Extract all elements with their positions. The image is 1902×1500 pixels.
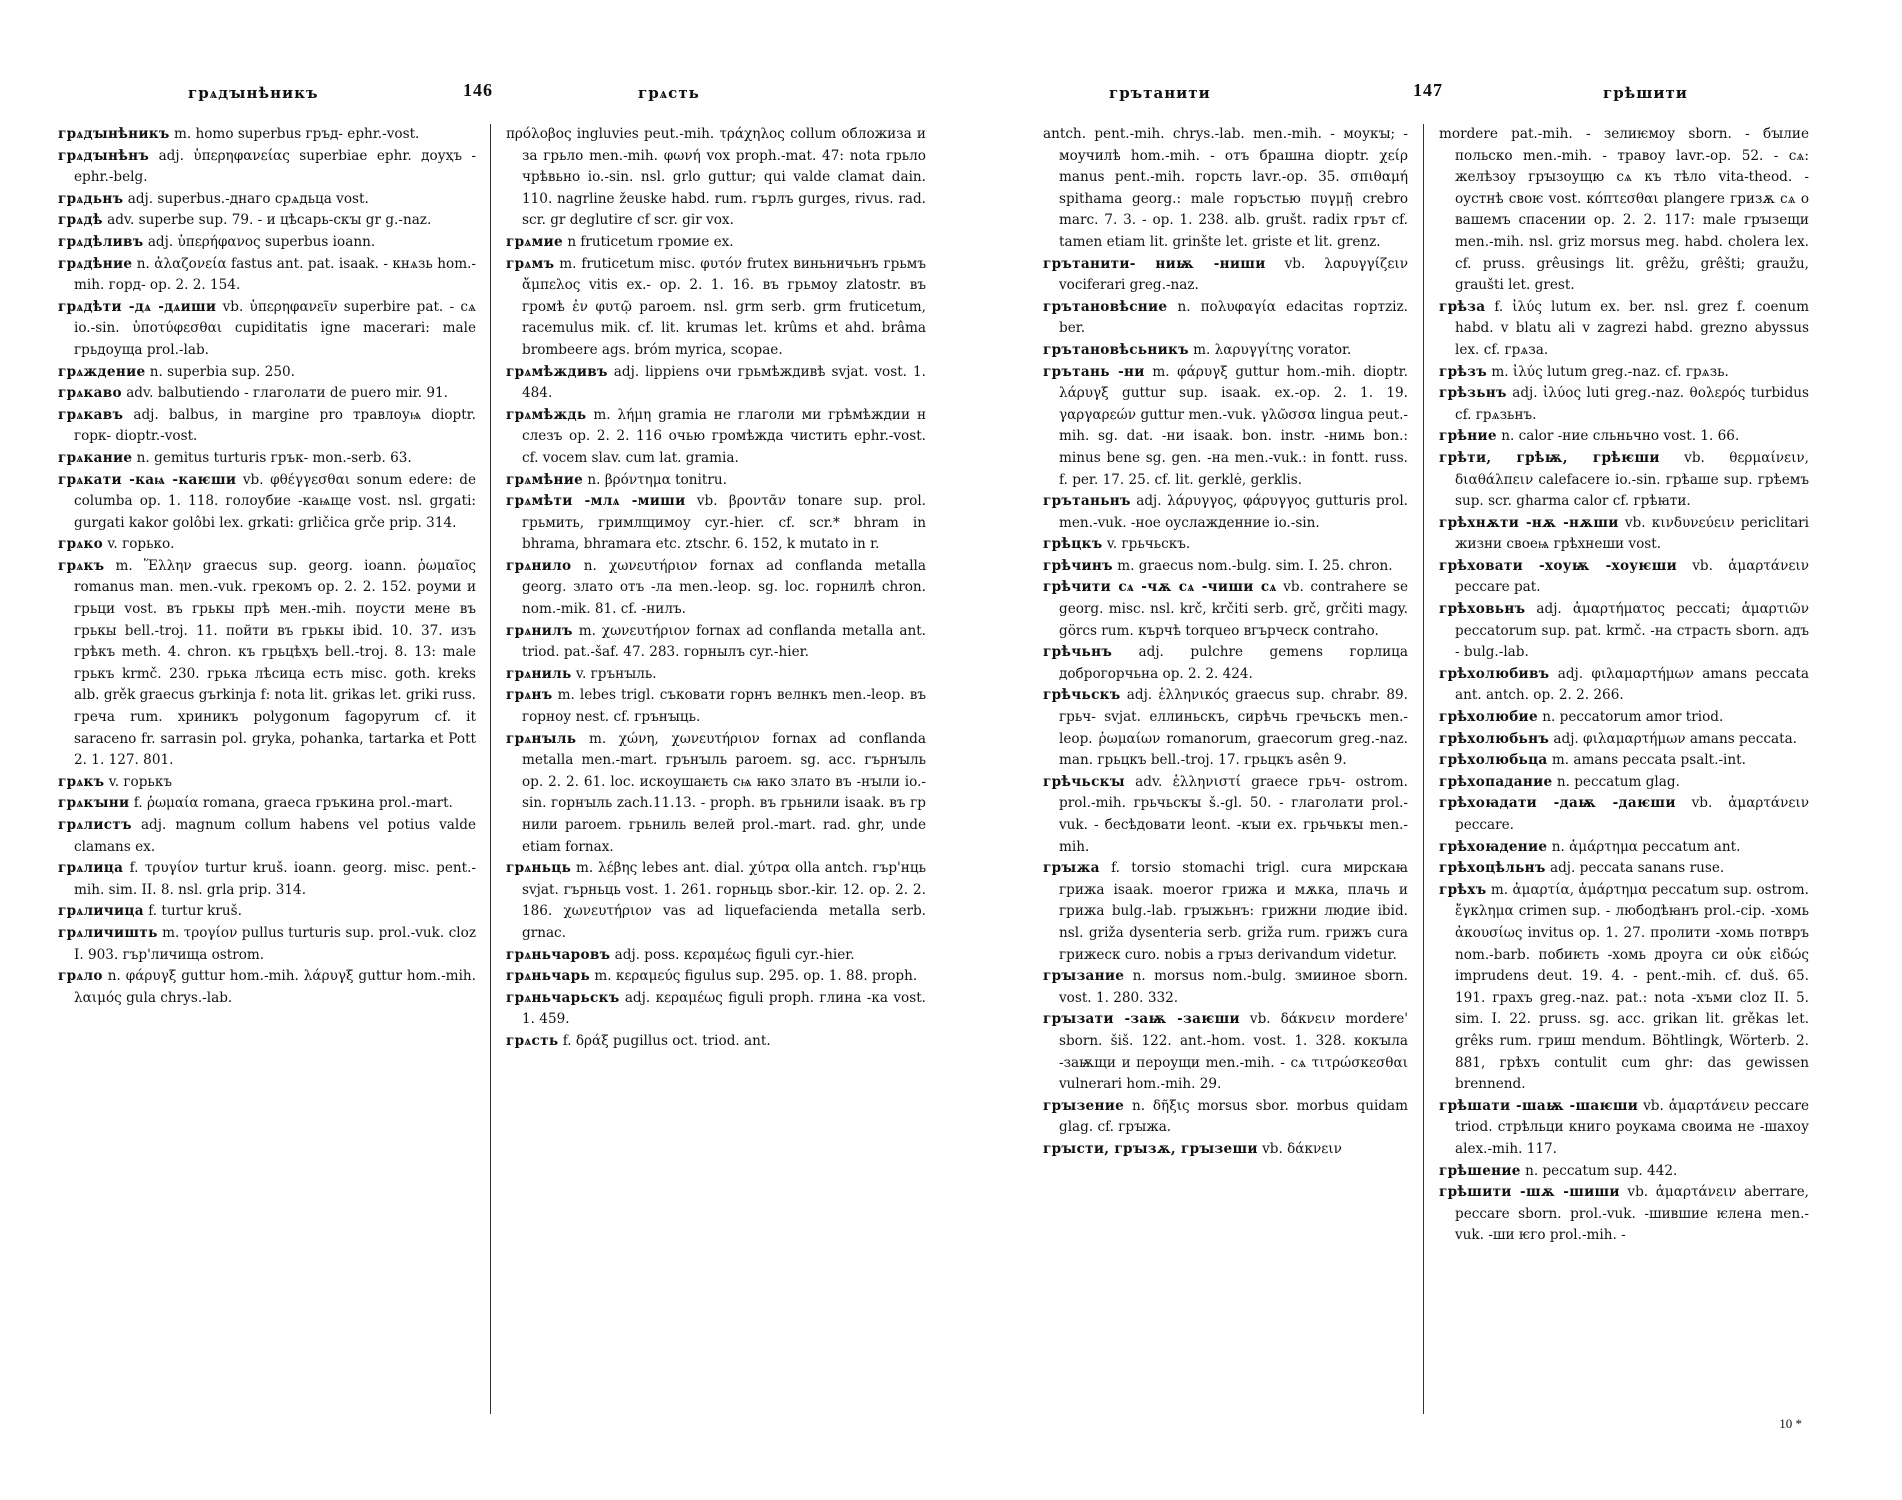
dictionary-entry bbox=[58, 966, 476, 1009]
dictionary-entry bbox=[58, 362, 476, 384]
entry-headword: грѧло bbox=[58, 968, 103, 985]
entry-headword: грꙑзение bbox=[1043, 1097, 1125, 1114]
entry-headword: грѣчити сѧ -чѫ сѧ -чиши сѧ bbox=[1043, 579, 1277, 596]
entry-headword: грътановѣсние bbox=[1043, 298, 1168, 315]
right-page-column-1 bbox=[1043, 124, 1408, 1478]
entry-definition: vb. δάκνειν mordere' sborn. šiš. 122. ant.-hom. vost. 1. 328. кокꙑла -заѭщи и пероущи men.-mih. - сѧ τιτρώσκεσθαι vulnerari hom.-mih. 29. bbox=[1059, 1011, 1408, 1093]
dictionary-entry bbox=[506, 729, 926, 859]
entry-definition: n. πολυφαγία edacitas гортziz. ber. bbox=[1059, 298, 1408, 337]
entry-definition: m. λέβης lebes ant. dial. χύτρα olla antch. гър'нць svjat. гърньць vost. 1. 261. горньць sbor.-kir. 12. op. 2. 2. 186. χωνευτήριον vas ad liquefacienda metalla serb. grnac. bbox=[522, 860, 926, 941]
entry-headword: грѣчьскꙑ bbox=[1043, 773, 1125, 790]
entry-headword: грѧдѣние bbox=[58, 255, 133, 272]
dictionary-entry bbox=[506, 405, 926, 470]
entry-definition: m. τρογίον pullus turturis sup. prol.-vuk. cloz I. 903. гър'личища ostrom. bbox=[74, 924, 476, 963]
dictionary-entry bbox=[506, 966, 926, 988]
entry-headword: грътаньнъ bbox=[1043, 493, 1131, 510]
dictionary-entry bbox=[506, 470, 926, 492]
dictionary-entry bbox=[58, 534, 476, 556]
entry-definition: n. peccatum sup. 442. bbox=[1525, 1162, 1678, 1179]
entry-definition: n. superbia sup. 250. bbox=[149, 363, 295, 380]
entry-definition: m. ἰλύς lutum greg.-naz. cf. грѧзь. bbox=[1491, 363, 1729, 380]
entry-headword: грѣхолюбивъ bbox=[1439, 665, 1550, 682]
dictionary-entry bbox=[506, 621, 926, 664]
entry-headword: грѧличица bbox=[58, 903, 144, 920]
dictionary-entry bbox=[1043, 297, 1408, 340]
entry-headword: грѣхопадание bbox=[1439, 773, 1553, 790]
dictionary-entry bbox=[58, 254, 476, 297]
dictionary-entry bbox=[58, 772, 476, 794]
dictionary-entry bbox=[1439, 772, 1809, 794]
entry-definition: adj. ἁμαρτήματος peccati; ἁμαρτιῶν peccatorum sup. pat. krmč. -на страсть sborn. адъ - bulg.-lab. bbox=[1455, 601, 1809, 661]
entry-definition: vb. κινδυνεύειν periclitari жизни своеѩ грѣхнеши vost. bbox=[1455, 514, 1809, 553]
entry-definition: adj. superbus.-днаго срѧдьца vost. bbox=[127, 190, 369, 207]
entry-headword: грѧньчарьскъ bbox=[506, 989, 620, 1006]
entry-definition: vb. λαρυγγίζειν vociferari greg.-naz. bbox=[1059, 255, 1408, 294]
entry-definition: adj. balbus, in margine pro травлоуѩ dioptr. горк- dioptr.-vost. bbox=[74, 406, 476, 445]
entry-headword: грѧкꙑни bbox=[58, 795, 130, 812]
dictionary-entry bbox=[1439, 880, 1809, 1096]
dictionary-entry bbox=[506, 491, 926, 556]
entry-definition: v. грънꙑль. bbox=[575, 665, 657, 682]
dictionary-entry bbox=[58, 232, 476, 254]
entry-definition: n. ἁμάρτημα peccatum ant. bbox=[1551, 838, 1741, 855]
entry-definition: antch. pent.-mih. chrys.-lab. men.-mih. - моукꙑ; - моучилѣ hom.-mih. - отъ брашна dioptr. χείρ manus pent.-mih. горсть lavr.-op. 35. σπιθαμή spithama georg.: male горъстью πυγμῇ crebro marc. 7. 3. - op. 1. 238. alb. grušt. radix грът cf. tamen etiam lit. grinšte let. griste et lit. grenz. bbox=[1043, 126, 1408, 250]
entry-definition: f. τρυγίον turtur kruš. ioann. georg. misc. pent.-mih. sim. II. 8. nsl. grla prip. 314. bbox=[74, 860, 476, 898]
entry-definition: n. ἀλαζονεία fastus ant. pat. isaak. - кнѧзь hom.-mih. горд- op. 2. 2. 154. bbox=[74, 255, 476, 294]
dictionary-entry bbox=[1439, 1182, 1809, 1247]
entry-definition: m. κεραμεύς figulus sup. 295. op. 1. 88. proph. bbox=[594, 968, 918, 985]
entry-headword: грътанити- ниѭ -ниши bbox=[1043, 255, 1266, 272]
entry-headword: грѣчьскъ bbox=[1043, 687, 1121, 704]
dictionary-entry bbox=[1439, 858, 1809, 880]
entry-headword: грѧньчаровъ bbox=[506, 946, 611, 963]
dictionary-entry bbox=[1439, 707, 1809, 729]
dictionary-entry bbox=[506, 858, 926, 944]
dictionary-entry bbox=[1439, 297, 1809, 362]
entry-definition: adj. κεραμέως figuli proph. глина -ка vost. 1. 459. bbox=[522, 989, 926, 1028]
left-page-number: 146 bbox=[463, 80, 493, 100]
dictionary-entry bbox=[506, 362, 926, 405]
entry-headword: грѧмѣждь bbox=[506, 406, 587, 423]
entry-definition: vb. βροντᾶν tonare sup. prol. грьмить, гримлщимоу cyr.-hier. cf. scr.* bhram in bhrama, bhramara etc. ztschr. 6. 152, k mutato in r. bbox=[522, 493, 926, 553]
signature-mark: 10 * bbox=[1779, 1416, 1802, 1431]
dictionary-entry bbox=[58, 210, 476, 232]
entry-definition: n. morsus nom.-bulg. змииное sborn. vost. 1. 280. 332. bbox=[1059, 968, 1408, 1006]
entry-definition: vb. ἁμαρτάνειν peccare triod. стрѣльци книго роукама своима не -шахоу alex.-mih. 117. bbox=[1455, 1097, 1809, 1157]
dictionary-entry bbox=[1439, 1096, 1809, 1161]
entry-definition: m. fruticetum misc. φυτόν frutex виньничьнъ грьмъ ἄμπελος vitis ex.- op. 2. 1. 16. въ грьмоу zlatostr. въ громѣ ἐν φυτῷ paroem. nsl. grm serb. grm fruticetum, racemulus mik. cf. lit. krumas let. krûms et ahd. brâma brombeere ags. bróm myrica, scopae. bbox=[522, 255, 926, 358]
dictionary-entry bbox=[58, 923, 476, 966]
dictionary-entry bbox=[506, 232, 926, 254]
entry-headword: грѣза bbox=[1439, 298, 1486, 315]
dictionary-entry bbox=[1043, 685, 1408, 771]
left-page-column-1 bbox=[58, 124, 476, 1478]
entry-definition: v. горькъ bbox=[108, 773, 172, 790]
entry-headword: грꙑсти, грꙑзѫ, грꙑзеши bbox=[1043, 1140, 1258, 1157]
dictionary-entry bbox=[58, 815, 476, 858]
dictionary-entry bbox=[1439, 513, 1809, 556]
entry-definition: adj. pulchre gemens горлица доброгорчьна op. 2. 2. 424. bbox=[1059, 644, 1408, 682]
left-header-last-headword: грѧсть bbox=[638, 84, 700, 102]
entry-headword: грѧкание bbox=[58, 449, 133, 466]
entry-headword: грѣзьнъ bbox=[1439, 385, 1507, 402]
entry-definition: adj. ὑπερήφανος superbus ioann. bbox=[147, 233, 376, 250]
entry-definition: m. ἁμαρτία, ἁμάρτημα peccatum sup. ostrom. ἔγκλημα crimen sup. - любодѣꙗнъ prol.-cip. -хомь ἀκουσίως invitus op. 1. 27. пролити -хомь потвръ nom.-barb. побиѥть -хомь дроуга си οὐκ εἰδώς imprudens deut. 19. 4. - pent.-mih. cf. duš. 65. 191. грахъ greg.-naz. pat.: nota -хъми cloz II. 5. sim. I. 22. pruss. sg. acc. grikan lit. grěkas let. grêks rum. гриш mendum. Böhtlingk, Wörterb. 2. 881, грѣхъ contulit cum ghr: das gewissen brennend. bbox=[1455, 881, 1809, 1093]
entry-headword: грѧдꙑнѣникъ bbox=[58, 126, 170, 142]
dictionary-entry bbox=[58, 383, 476, 405]
entry-headword: грѧдьнъ bbox=[58, 190, 124, 207]
left-page-header bbox=[58, 78, 954, 112]
entry-definition: f. torsio stomachi trigl. cura мирскаꙗ грижа isaak. moeror грижа и мѫка, плачь и грижа bulg.-lab. грꙑжьнъ: грижни людие ibid. nsl. griža dysenteria serb. griža rum. грижъ cura грижеск curo. nobis a грꙑз derivandum videtur. bbox=[1059, 860, 1408, 963]
entry-headword: грѧмѣние bbox=[506, 471, 584, 488]
entry-definition: m. Ἕλλην graecus sup. georg. ioann. ῥωμαῖος romanus man. men.-vuk. грекомъ op. 2. 2. 152. роуми и грьци vost. въ грькы прѣ мен.-mih. поусти мене въ грькы bell.-troj. 11. пойти въ грькы ibid. 10. 37. изъ грѣкъ meth. 4. chron. къ грьцѣҳъ bell.-troj. 8. 13: male грькъ krmč. 230. грька лѣсица есть misc. goth. kreks alb. grěk graecus gъrkinja f: nota lit. grikas let. griki russ. греча rum. хриникъ polygonum fagopyrum cf. it saraceno fr. sarrasin pol. gryka, pohanka, tartarka et Pott 2. 1. 127. 801. bbox=[74, 557, 476, 769]
left-page bbox=[58, 78, 954, 1478]
entry-definition: vb. ὑπερηφανεῖν superbire pat. - сѧ io.-sin. ὑποτύφεσθαι cupiditatis igne macerari: male грьдоуща prol.-lab. bbox=[74, 298, 476, 358]
entry-headword: грѣхнѫти -нѫ -нѫши bbox=[1439, 514, 1619, 531]
entry-headword: грѧкаво bbox=[58, 385, 122, 402]
entry-headword: грътановѣсьникъ bbox=[1043, 341, 1189, 358]
dictionary-entry bbox=[1439, 1161, 1809, 1183]
entry-headword: грѣхъ bbox=[1439, 881, 1487, 898]
entry-definition: f. ἰλύς lutum ex. ber. nsl. grez f. coenum habd. v blatu ali v zagrezi habd. grezno abyssus lex. cf. грѧза. bbox=[1455, 298, 1809, 358]
dictionary-entry bbox=[1043, 534, 1408, 556]
dictionary-entry bbox=[1043, 491, 1408, 534]
entry-definition: vb. δάκνειν bbox=[1262, 1140, 1342, 1157]
entry-definition: adj. ἑλληνικός graecus sup. chrabr. 89. грьч- svjat. еллиньскъ, сирѣчь гречьскъ men.-leop. ῥωμαίων romanorum, graecorum greg.-naz. man. грьцкъ bell.-troj. 17. грьцкъ asên 9. bbox=[1059, 687, 1408, 769]
dictionary-entry bbox=[1439, 362, 1809, 384]
entry-definition: f. turtur kruš. bbox=[148, 903, 242, 920]
dictionary-entry bbox=[1439, 426, 1809, 448]
entry-headword: грѧдѣти -дѧ -дѧиши bbox=[58, 298, 217, 315]
entry-definition: v. горько. bbox=[107, 536, 175, 553]
entry-definition: m. λαρυγγίτης vorator. bbox=[1193, 341, 1352, 358]
right-header-last-headword: грѣшити bbox=[1603, 84, 1688, 102]
entry-definition: m. λήμη gramia не глаголи ми грѣмѣждии н слезъ op. 2. 2. 116 очью громѣжда чистить ephr.-vost. cf. vocem slav. cum lat. gramia. bbox=[522, 406, 926, 466]
entry-headword: грѣхоꙗдение bbox=[1439, 838, 1548, 855]
left-header-headword: грѧдꙑнѣникъ bbox=[188, 84, 319, 102]
entry-headword: грѣхоꙗдати -даѭ -даѥши bbox=[1439, 795, 1676, 812]
dictionary-entry bbox=[1043, 577, 1408, 642]
entry-headword: грѧдѣ bbox=[58, 212, 103, 229]
entry-headword: грꙑзати -заѭ -заѥши bbox=[1043, 1011, 1240, 1028]
dictionary-entry bbox=[1043, 772, 1408, 858]
entry-definition: v. грьчьскъ. bbox=[1106, 536, 1191, 553]
entry-definition: m. homo superbus гръд- ephr.-vost. bbox=[173, 126, 420, 142]
left-page-column-2 bbox=[506, 124, 926, 1478]
dictionary-entry bbox=[1439, 793, 1809, 836]
entry-headword: грѧлица bbox=[58, 860, 124, 877]
entry-definition: adj. φιλαμαρτήμων amans peccata. bbox=[1553, 730, 1797, 747]
dictionary-entry bbox=[58, 146, 476, 189]
entry-definition: n. peccatum glag. bbox=[1556, 773, 1680, 790]
right-page bbox=[1043, 78, 1843, 1478]
dictionary-entry bbox=[1043, 556, 1408, 578]
entry-headword: грѣшение bbox=[1439, 1162, 1521, 1179]
entry-headword: грѧко bbox=[58, 536, 104, 553]
dictionary-entry bbox=[58, 405, 476, 448]
entry-definition: m. χωνευτήριον fornax ad conflanda metalla ant. triod. pat.-šaf. 47. 283. горнылъ cyr.-hier. bbox=[522, 622, 926, 661]
entry-headword: грѣхоцѣльнъ bbox=[1439, 860, 1546, 877]
entry-definition: adj. magnum collum habens vel potius valde clamans ex. bbox=[74, 817, 476, 855]
entry-headword: грѧмъ bbox=[506, 255, 555, 272]
entry-definition: m. φάρυγξ guttur hom.-mih. dioptr. λάρυγξ guttur sup. isaak. ex.-op. 2. 1. 19. γαργαρεών guttur men.-vuk. γλῶσσα lingua peut.-mih. sg. dat. -ни isaak. bon. instr. -нимь bon.: minus bene sg. gen. -на men.-vuk.: in fontt. russ. f. per. 17. 25. cf. lit. gerklė, gerklis. bbox=[1059, 363, 1408, 488]
entry-headword: грътань -ни bbox=[1043, 363, 1145, 380]
entry-definition: m. amans peccata psalt.-int. bbox=[1551, 752, 1746, 769]
entry-headword: грѧличишть bbox=[58, 924, 158, 941]
entry-headword: грѧкати -каѩ -каѥши bbox=[58, 471, 237, 488]
entry-headword: грѧкъ bbox=[58, 557, 105, 574]
entry-headword: грѧкъ bbox=[58, 773, 105, 790]
dictionary-entry bbox=[58, 124, 476, 146]
entry-definition: adv. superbe sup. 79. - и цѣсарь-скꙑ gr g.-naz. bbox=[107, 212, 432, 229]
entry-definition: vb. θερμαίνειν, διαθάλπειν calefacere io.-sin. грѣаше sup. грѣемъ sup. scr. gharma calor cf. грѣꙗти. bbox=[1455, 449, 1809, 510]
entry-definition: n. χωνευτήριον fornax ad conflanda metalla georg. злато отъ -ла men.-leop. sg. loc. горнилѣ chron. nom.-mik. 81. cf. -нилъ. bbox=[522, 557, 926, 618]
right-page-column-2 bbox=[1439, 124, 1809, 1478]
entry-headword: грѣцкъ bbox=[1043, 536, 1103, 553]
dictionary-entry bbox=[506, 556, 926, 621]
entry-definition: m. graecus nom.-bulg. sim. I. 25. chron. bbox=[1117, 557, 1393, 574]
dictionary-entry bbox=[1043, 1096, 1408, 1139]
entry-headword: грѣховьнъ bbox=[1439, 601, 1526, 618]
dictionary-entry bbox=[506, 124, 926, 232]
dictionary-entry bbox=[1439, 448, 1809, 513]
entry-headword: грꙑжа bbox=[1043, 860, 1100, 877]
entry-headword: грѧньць bbox=[506, 860, 572, 877]
entry-headword: грѧнилъ bbox=[506, 622, 573, 639]
entry-headword: грѧнило bbox=[506, 557, 572, 574]
entry-definition: vb. φθέγγεσθαι sonum edere: de columba op. 1. 118. голоубие -каѩще vost. nsl. grgati: gurgati kakor golôbi lex. grkati: grličica grče prip. 314. bbox=[74, 471, 476, 531]
entry-headword: грѧдѣливъ bbox=[58, 233, 144, 250]
entry-headword: грѣховати -хоуѭ -хоуѥши bbox=[1439, 557, 1677, 574]
entry-definition: mordere pat.-mih. - зелиѥмоу sborn. - бꙑлие польско men.-mih. - травоу lavr.-op. 52. - сѧ: желѣзоу грꙑзоущю сѧ къ тѣло vita-theod. - оустнѣ своѥ vost. κόπτεσθαι plangere гризѫ сѧ о вашемъ спасении op. 2. 2. 117: male грꙑзещи men.-mih. nsl. griz morsus meg. habd. cholera lex. cf. pruss. grêusings lit. grêžu, grêšti; graužu, graušti let. grest. bbox=[1439, 126, 1809, 294]
dictionary-entry bbox=[58, 470, 476, 535]
entry-definition: adj. peccata sanans ruse. bbox=[1549, 860, 1725, 877]
entry-headword: грѧмѣти -млѧ -миши bbox=[506, 493, 686, 510]
entry-definition: vb. ἁμαρτάνειν aberrare, peccare sborn. prol.-vuk. -шившие ѥлена men.-vuk. -ши ѥго prol.-mih. - bbox=[1455, 1184, 1809, 1244]
entry-definition: vb. ἁμαρτάνειν peccare. bbox=[1455, 795, 1809, 833]
entry-definition: adj. λάρυγγος, φάρυγγος gutturis prol. men.-vuk. -ное оуслажденние io.-sin. bbox=[1059, 493, 1408, 531]
dictionary-entry bbox=[58, 858, 476, 901]
dictionary-entry bbox=[1043, 966, 1408, 1009]
entry-headword: грѧнъ bbox=[506, 687, 553, 704]
dictionary-entry bbox=[506, 664, 926, 686]
entry-headword: грѣние bbox=[1439, 428, 1497, 445]
entry-definition: n. peccatorum amor triod. bbox=[1542, 709, 1724, 726]
entry-definition: f. ῥωμαία romana, graeca гръкина prol.-mart. bbox=[133, 795, 453, 812]
dictionary-entry bbox=[1439, 383, 1809, 426]
entry-definition: n. βρόντημα tonitru. bbox=[587, 471, 727, 488]
entry-definition: adj. ὑπερηφανείας superbiae ephr. доуҳъ - ephr.-belg. bbox=[74, 147, 476, 186]
right-page-number: 147 bbox=[1413, 80, 1443, 100]
dictionary-entry bbox=[58, 448, 476, 470]
dictionary-entry bbox=[1043, 1139, 1408, 1161]
entry-headword: грѧлистъ bbox=[58, 817, 132, 833]
entry-headword: грѣти, грѣѭ, грѣѥши bbox=[1439, 449, 1660, 466]
dictionary-entry bbox=[1439, 750, 1809, 772]
entry-headword: грѧкавъ bbox=[58, 406, 124, 423]
entry-definition: adj. poss. κεραμέως figuli cyr.-hier. bbox=[614, 946, 855, 963]
entry-headword: грꙑзание bbox=[1043, 968, 1125, 985]
entry-headword: грѣшити -шѫ -шиши bbox=[1439, 1184, 1620, 1201]
entry-headword: грѧждение bbox=[58, 363, 146, 380]
entry-definition: n fruticetum громие ex. bbox=[567, 233, 734, 250]
entry-definition: adj. lippiens очи грьмѣждивѣ svjat. vost. 1. 484. bbox=[522, 363, 926, 402]
dictionary-entry bbox=[506, 254, 926, 362]
entry-definition: adv. ἑλληνιστί graece грьч- ostrom. prol.-mih. грьчьскꙑ š.-gl. 50. - глаголати prol.-vuk. - бесѣдовати leont. -кꙑи ex. грьчькꙑ men.-mih. bbox=[1059, 773, 1408, 855]
dictionary-entry bbox=[1043, 642, 1408, 685]
dictionary-entry bbox=[58, 793, 476, 815]
entry-headword: грѧниль bbox=[506, 665, 572, 682]
dictionary-entry bbox=[1043, 1009, 1408, 1095]
entry-definition: n. gemitus turturis грък- mon.-serb. 63. bbox=[136, 449, 412, 466]
entry-headword: грѣхолюбьца bbox=[1439, 752, 1548, 769]
dictionary-entry bbox=[1043, 362, 1408, 492]
dictionary-entry bbox=[506, 988, 926, 1031]
right-header-headword: грътанити bbox=[1109, 84, 1211, 102]
dictionary-entry bbox=[1439, 837, 1809, 859]
entry-headword: грѧнꙑль bbox=[506, 730, 577, 747]
dictionary-entry bbox=[1043, 858, 1408, 966]
dictionary-entry bbox=[1043, 124, 1408, 254]
entry-definition: m. χώνη, χωνευτήριον fornax ad conflanda metalla men.-mart. грънꙑль paroem. sg. acc. гърнꙑль op. 2. 2. 61. loc. искоушаѥть сѩ ꙗко злато въ -нꙑли io.-sin. горнꙑль zach.11.13. - proph. въ грьнили isaak. въ гр нили paroem. грьниль велей prol.-mart. rad. ghr, unde etiam fornax. bbox=[522, 730, 926, 855]
dictionary-entry bbox=[58, 189, 476, 211]
dictionary-entry bbox=[58, 556, 476, 772]
entry-headword: грѧдꙑнѣнъ bbox=[58, 147, 150, 164]
entry-headword: грѣхолюбие bbox=[1439, 709, 1538, 726]
dictionary-entry bbox=[1439, 729, 1809, 751]
entry-definition: πρόλοβος ingluvies peut.-mih. τράχηλος collum обложиза и за грьло men.-mih. φωνή vox proph.-mat. 47: nota грьло чрѣвьно io.-sin. nsl. grlo guttur; qui valde clamat dain. 110. nagrline žeuske habd. rum. гърлъ gurges, rivus. rad. scr. gr deglutire cf scr. gir vox. bbox=[506, 126, 926, 229]
entry-definition: n. δῆξις morsus sbor. morbus quidam glag. cf. грꙑжа. bbox=[1059, 1097, 1408, 1136]
entry-definition: n. φάρυγξ guttur hom.-mih. λάρυγξ guttur hom.-mih. λαιμός gula chrys.-lab. bbox=[74, 968, 476, 1006]
dictionary-entry bbox=[1439, 124, 1809, 297]
entry-headword: грѣзъ bbox=[1439, 363, 1487, 380]
entry-headword: грѣчинъ bbox=[1043, 557, 1113, 574]
entry-headword: грѧмѣждивъ bbox=[506, 363, 608, 380]
dictionary-entry bbox=[58, 901, 476, 923]
entry-definition: n. calor -ние сльньчно vost. 1. 66. bbox=[1501, 428, 1740, 445]
entry-headword: грѧсть bbox=[506, 1032, 559, 1049]
dictionary-entry bbox=[1043, 340, 1408, 362]
dictionary-entry bbox=[1043, 254, 1408, 297]
entry-definition: vb. ἁμαρτάνειν peccare pat. bbox=[1455, 557, 1809, 596]
dictionary-entry bbox=[58, 297, 476, 362]
entry-definition: adv. balbutiendo - глаголати de puero mir. 91. bbox=[126, 385, 448, 402]
entry-definition: vb. contrahere se georg. misc. nsl. krč, krčiti serb. grč, grčiti magy. görcs rum. кърчѣ torqueo вгърческ contraho. bbox=[1059, 579, 1408, 639]
dictionary-entry bbox=[506, 945, 926, 967]
dictionary-entry bbox=[506, 685, 926, 728]
dictionary-entry bbox=[1439, 599, 1809, 664]
entry-headword: грѣхолюбьнъ bbox=[1439, 730, 1550, 747]
entry-definition: adj. ἰλύος luti greg.-naz. θολερός turbidus cf. грѧзьнъ. bbox=[1455, 385, 1809, 423]
entry-definition: m. lebes trigl. съковати горнъ велнкъ men.-leop. въ горноу nest. cf. грънꙑць. bbox=[522, 687, 926, 726]
entry-headword: грѧньчарь bbox=[506, 968, 590, 985]
entry-definition: f. δράξ pugillus oct. triod. ant. bbox=[562, 1032, 771, 1049]
dictionary-entry bbox=[1439, 664, 1809, 707]
entry-headword: грѧмие bbox=[506, 233, 563, 250]
dictionary-entry bbox=[506, 1031, 926, 1053]
entry-headword: грѣшати -шаѭ -шаѥши bbox=[1439, 1097, 1639, 1114]
entry-headword: грѣчьнъ bbox=[1043, 644, 1113, 661]
entry-definition: adj. φιλαμαρτήμων amans peccata ant. antch. op. 2. 2. 266. bbox=[1455, 665, 1809, 704]
dictionary-entry bbox=[1439, 556, 1809, 599]
right-page-header bbox=[1043, 78, 1843, 112]
